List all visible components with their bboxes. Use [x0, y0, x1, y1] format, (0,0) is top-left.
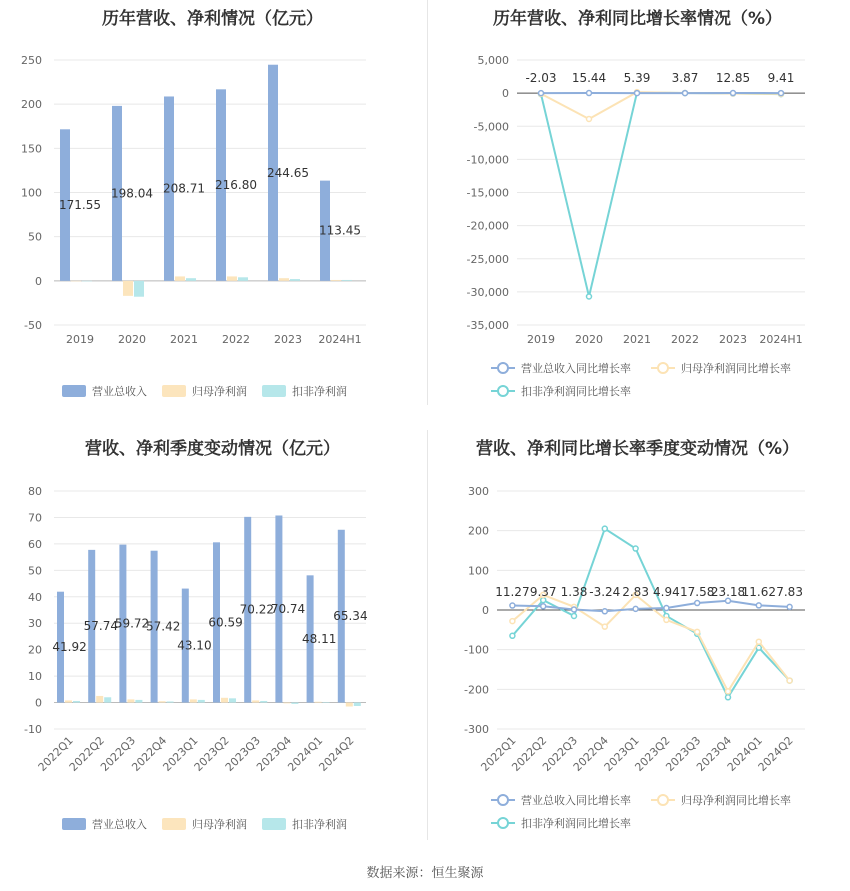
- bar-deducted-profit: [186, 278, 196, 281]
- data-point: [635, 91, 640, 96]
- legend-marker: [658, 795, 668, 805]
- legend-marker: [498, 818, 508, 828]
- data-label: 23.18: [710, 585, 746, 599]
- y-tick-label: -100: [464, 643, 489, 657]
- data-point: [633, 606, 638, 611]
- data-label: 70.22: [239, 602, 274, 617]
- data-point: [572, 607, 577, 612]
- y-tick-label: 70: [28, 511, 42, 525]
- x-tick-label: 2022: [671, 333, 699, 346]
- legend-swatch: [262, 818, 286, 830]
- series-line-deducted-profit: [512, 529, 789, 698]
- data-point: [572, 613, 577, 618]
- data-label: 216.80: [215, 178, 257, 193]
- bar-deducted-profit: [82, 281, 92, 282]
- x-tick-label: 2022: [222, 333, 250, 346]
- legend-label: 归母净利润同比增长率: [681, 794, 791, 807]
- bar-deducted-profit: [73, 701, 80, 703]
- data-point: [587, 116, 592, 121]
- chart-title: 营收、净利季度变动情况（亿元）: [85, 439, 340, 459]
- y-tick-label: 200: [21, 98, 42, 112]
- bar-parent-profit: [331, 280, 341, 281]
- data-point: [787, 604, 792, 609]
- data-point: [779, 91, 784, 96]
- data-label: 65.34: [333, 609, 368, 624]
- data-label: 11.27: [495, 585, 530, 599]
- data-point: [587, 91, 592, 96]
- data-label: -2.03: [525, 71, 557, 85]
- x-tick-label: 2023Q4: [254, 733, 295, 774]
- data-label: 17.58: [680, 585, 715, 599]
- y-tick-label: 10: [28, 670, 42, 684]
- quarterly-revenue-profit-panel: [0, 420, 425, 860]
- y-tick-label: 0: [502, 87, 509, 101]
- data-label: 198.04: [111, 186, 153, 201]
- data-label: 57.74: [83, 619, 118, 634]
- bar-parent-profit: [346, 703, 353, 707]
- bar-parent-profit: [65, 700, 72, 702]
- y-tick-label: -20,000: [466, 219, 509, 233]
- data-point: [539, 91, 544, 96]
- data-point: [756, 603, 761, 608]
- data-label: -3.24: [589, 585, 621, 599]
- y-tick-label: 40: [28, 590, 42, 604]
- data-label: 9.37: [529, 585, 557, 599]
- data-label: 5.39: [623, 71, 651, 85]
- y-tick-label: -50: [24, 319, 42, 332]
- data-point: [695, 601, 700, 606]
- x-tick-label: 2024H1: [318, 333, 362, 346]
- chart-title: 历年营收、净利情况（亿元）: [102, 9, 323, 29]
- bar-parent-profit: [127, 699, 134, 702]
- bar-parent-profit: [123, 281, 133, 296]
- annual-growth-rate-chart: [425, 0, 850, 410]
- x-tick-label: 2019: [527, 333, 555, 346]
- data-label: 11.62: [741, 585, 776, 599]
- data-label: 7.83: [776, 585, 803, 599]
- y-tick-label: 200: [468, 524, 489, 538]
- chart-title: 营收、净利同比增长率季度变动情况（%）: [475, 439, 800, 459]
- y-tick-label: 300: [468, 485, 489, 498]
- y-tick-label: 30: [28, 617, 42, 631]
- quarterly-revenue-profit-chart: [0, 420, 425, 860]
- data-label: 113.45: [319, 223, 361, 238]
- x-tick-label: 2023Q2: [191, 733, 232, 774]
- legend-label: 营业总收入: [92, 818, 147, 831]
- legend-label: 归母净利润: [192, 818, 247, 831]
- y-tick-label: -30,000: [466, 285, 509, 299]
- data-point: [602, 624, 607, 629]
- x-tick-label: 2022Q4: [570, 733, 611, 774]
- data-point: [510, 603, 515, 608]
- x-tick-label: 2024H1: [759, 333, 803, 346]
- x-tick-label: 2022Q3: [540, 733, 581, 774]
- legend-swatch: [62, 385, 86, 397]
- data-label: 244.65: [267, 165, 309, 180]
- data-point: [726, 695, 731, 700]
- data-label: 171.55: [59, 198, 101, 213]
- data-point: [726, 689, 731, 694]
- legend-marker: [498, 386, 508, 396]
- x-tick-label: 2022Q1: [35, 733, 76, 774]
- legend-label: 扣非净利润: [292, 818, 347, 831]
- x-tick-label: 2021: [170, 333, 198, 346]
- y-tick-label: 50: [28, 230, 42, 244]
- x-tick-label: 2023Q3: [663, 733, 704, 774]
- x-tick-label: 2022Q1: [478, 733, 519, 774]
- bar-parent-profit: [221, 698, 228, 703]
- x-tick-label: 2024Q2: [316, 733, 357, 774]
- y-tick-label: -25,000: [466, 252, 509, 266]
- data-point: [510, 619, 515, 624]
- y-tick-label: 80: [28, 485, 42, 498]
- data-label: 208.71: [163, 181, 205, 196]
- chart-title: 历年营收、净利同比增长率情况（%）: [492, 9, 783, 29]
- bar-parent-profit: [252, 700, 259, 702]
- x-tick-label: 2019: [66, 333, 94, 346]
- data-label: 57.42: [146, 619, 181, 634]
- bar-deducted-profit: [134, 281, 144, 297]
- y-tick-label: 20: [28, 643, 42, 657]
- annual-revenue-profit-panel: [0, 0, 425, 410]
- legend-swatch: [262, 385, 286, 397]
- annual-revenue-profit-chart: [0, 0, 425, 410]
- x-tick-label: 2022Q3: [98, 733, 139, 774]
- data-point: [510, 633, 515, 638]
- data-point: [695, 629, 700, 634]
- bar-deducted-profit: [342, 280, 352, 281]
- bar-deducted-profit: [323, 702, 330, 703]
- y-tick-label: -10,000: [466, 153, 509, 167]
- bar-deducted-profit: [354, 703, 361, 706]
- data-point: [664, 617, 669, 622]
- legend-label: 营业总收入同比增长率: [521, 794, 631, 807]
- data-label: 70.74: [270, 602, 306, 617]
- y-tick-label: -10: [24, 723, 42, 736]
- bar-parent-profit: [71, 281, 81, 282]
- x-tick-label: 2020: [575, 333, 603, 346]
- y-tick-label: 60: [28, 537, 42, 551]
- x-tick-label: 2024Q2: [755, 733, 796, 774]
- x-tick-label: 2023Q3: [222, 733, 263, 774]
- bar-parent-profit: [175, 276, 185, 280]
- legend-swatch: [162, 818, 186, 830]
- y-tick-label: 0: [35, 696, 42, 710]
- data-point: [664, 606, 669, 611]
- data-label: 9.41: [767, 71, 795, 85]
- bar-parent-profit: [279, 278, 289, 281]
- data-label: 43.10: [177, 638, 212, 653]
- data-label: 2.83: [622, 585, 649, 599]
- legend-label: 扣非净利润同比增长率: [521, 385, 631, 398]
- legend-label: 营业总收入: [92, 385, 147, 398]
- y-tick-label: 100: [468, 564, 489, 578]
- series-line-deducted-profit: [541, 92, 781, 296]
- x-tick-label: 2021: [623, 333, 651, 346]
- y-tick-label: 0: [35, 274, 42, 288]
- y-tick-label: 250: [21, 54, 42, 67]
- data-label: 3.87: [671, 71, 699, 85]
- x-tick-label: 2024Q1: [724, 733, 765, 774]
- quarterly-growth-rate-panel: [425, 420, 850, 860]
- data-point: [756, 639, 761, 644]
- legend-label: 扣非净利润: [292, 385, 347, 398]
- x-tick-label: 2023Q1: [160, 733, 201, 774]
- legend-swatch: [162, 385, 186, 397]
- x-tick-label: 2020: [118, 333, 146, 346]
- legend-label: 归母净利润: [192, 385, 247, 398]
- bar-deducted-profit: [135, 700, 142, 703]
- data-label: 60.59: [208, 615, 243, 630]
- x-tick-label: 2022Q2: [509, 733, 550, 774]
- x-tick-label: 2024Q1: [285, 733, 326, 774]
- bar-parent-profit: [159, 701, 166, 702]
- annual-growth-rate-panel: [425, 0, 850, 410]
- bar-deducted-profit: [229, 698, 236, 702]
- bar-parent-profit: [227, 276, 237, 280]
- bar-deducted-profit: [104, 697, 111, 702]
- data-label: 48.11: [302, 631, 337, 646]
- x-tick-label: 2022Q2: [66, 733, 107, 774]
- x-tick-label: 2023Q2: [632, 733, 673, 774]
- y-tick-label: -300: [464, 723, 489, 736]
- data-point: [731, 91, 736, 96]
- bar-deducted-profit: [238, 277, 248, 281]
- data-source: 数据来源：恒生聚源: [366, 866, 484, 881]
- data-point: [602, 526, 607, 531]
- x-tick-label: 2023Q4: [694, 733, 735, 774]
- data-label: 41.92: [52, 640, 87, 655]
- legend-marker: [658, 363, 668, 373]
- data-label: 1.38: [560, 585, 588, 599]
- bar-deducted-profit: [291, 703, 298, 704]
- y-tick-label: 0: [482, 604, 489, 617]
- y-tick-label: 5,000: [477, 54, 509, 67]
- y-tick-label: -15,000: [466, 186, 509, 200]
- data-point: [633, 546, 638, 551]
- bar-deducted-profit: [167, 701, 174, 702]
- data-label: 12.85: [715, 71, 751, 85]
- bar-parent-profit: [283, 703, 290, 704]
- data-label: 4.94: [653, 585, 680, 599]
- bar-deducted-profit: [198, 700, 205, 703]
- data-point: [726, 598, 731, 603]
- legend-marker: [498, 363, 508, 373]
- data-point: [587, 294, 592, 299]
- bar-deducted-profit: [260, 701, 267, 703]
- x-tick-label: 2023: [274, 333, 302, 346]
- data-label: 15.44: [571, 71, 607, 85]
- legend-swatch: [62, 818, 86, 830]
- y-tick-label: -35,000: [466, 319, 509, 332]
- y-tick-label: 150: [21, 142, 42, 156]
- data-point: [683, 91, 688, 96]
- y-tick-label: -200: [464, 683, 489, 697]
- data-label: 59.72: [114, 616, 150, 631]
- bar-deducted-profit: [290, 279, 300, 281]
- quarterly-growth-rate-chart: [425, 420, 850, 860]
- series-line-parent-profit: [541, 92, 781, 119]
- y-tick-label: 50: [28, 564, 42, 578]
- y-tick-label: -5,000: [473, 120, 509, 134]
- data-point: [787, 678, 792, 683]
- data-point: [541, 604, 546, 609]
- x-tick-label: 2023Q1: [601, 733, 642, 774]
- bar-parent-profit: [315, 702, 322, 703]
- x-tick-label: 2022Q4: [129, 733, 170, 774]
- legend-label: 扣非净利润同比增长率: [521, 817, 631, 830]
- bar-parent-profit: [96, 696, 103, 703]
- legend-marker: [498, 795, 508, 805]
- x-tick-label: 2023: [719, 333, 747, 346]
- data-point: [602, 609, 607, 614]
- bar-parent-profit: [190, 699, 197, 702]
- y-tick-label: 100: [21, 186, 42, 200]
- legend-label: 营业总收入同比增长率: [521, 362, 631, 375]
- legend-label: 归母净利润同比增长率: [681, 362, 791, 375]
